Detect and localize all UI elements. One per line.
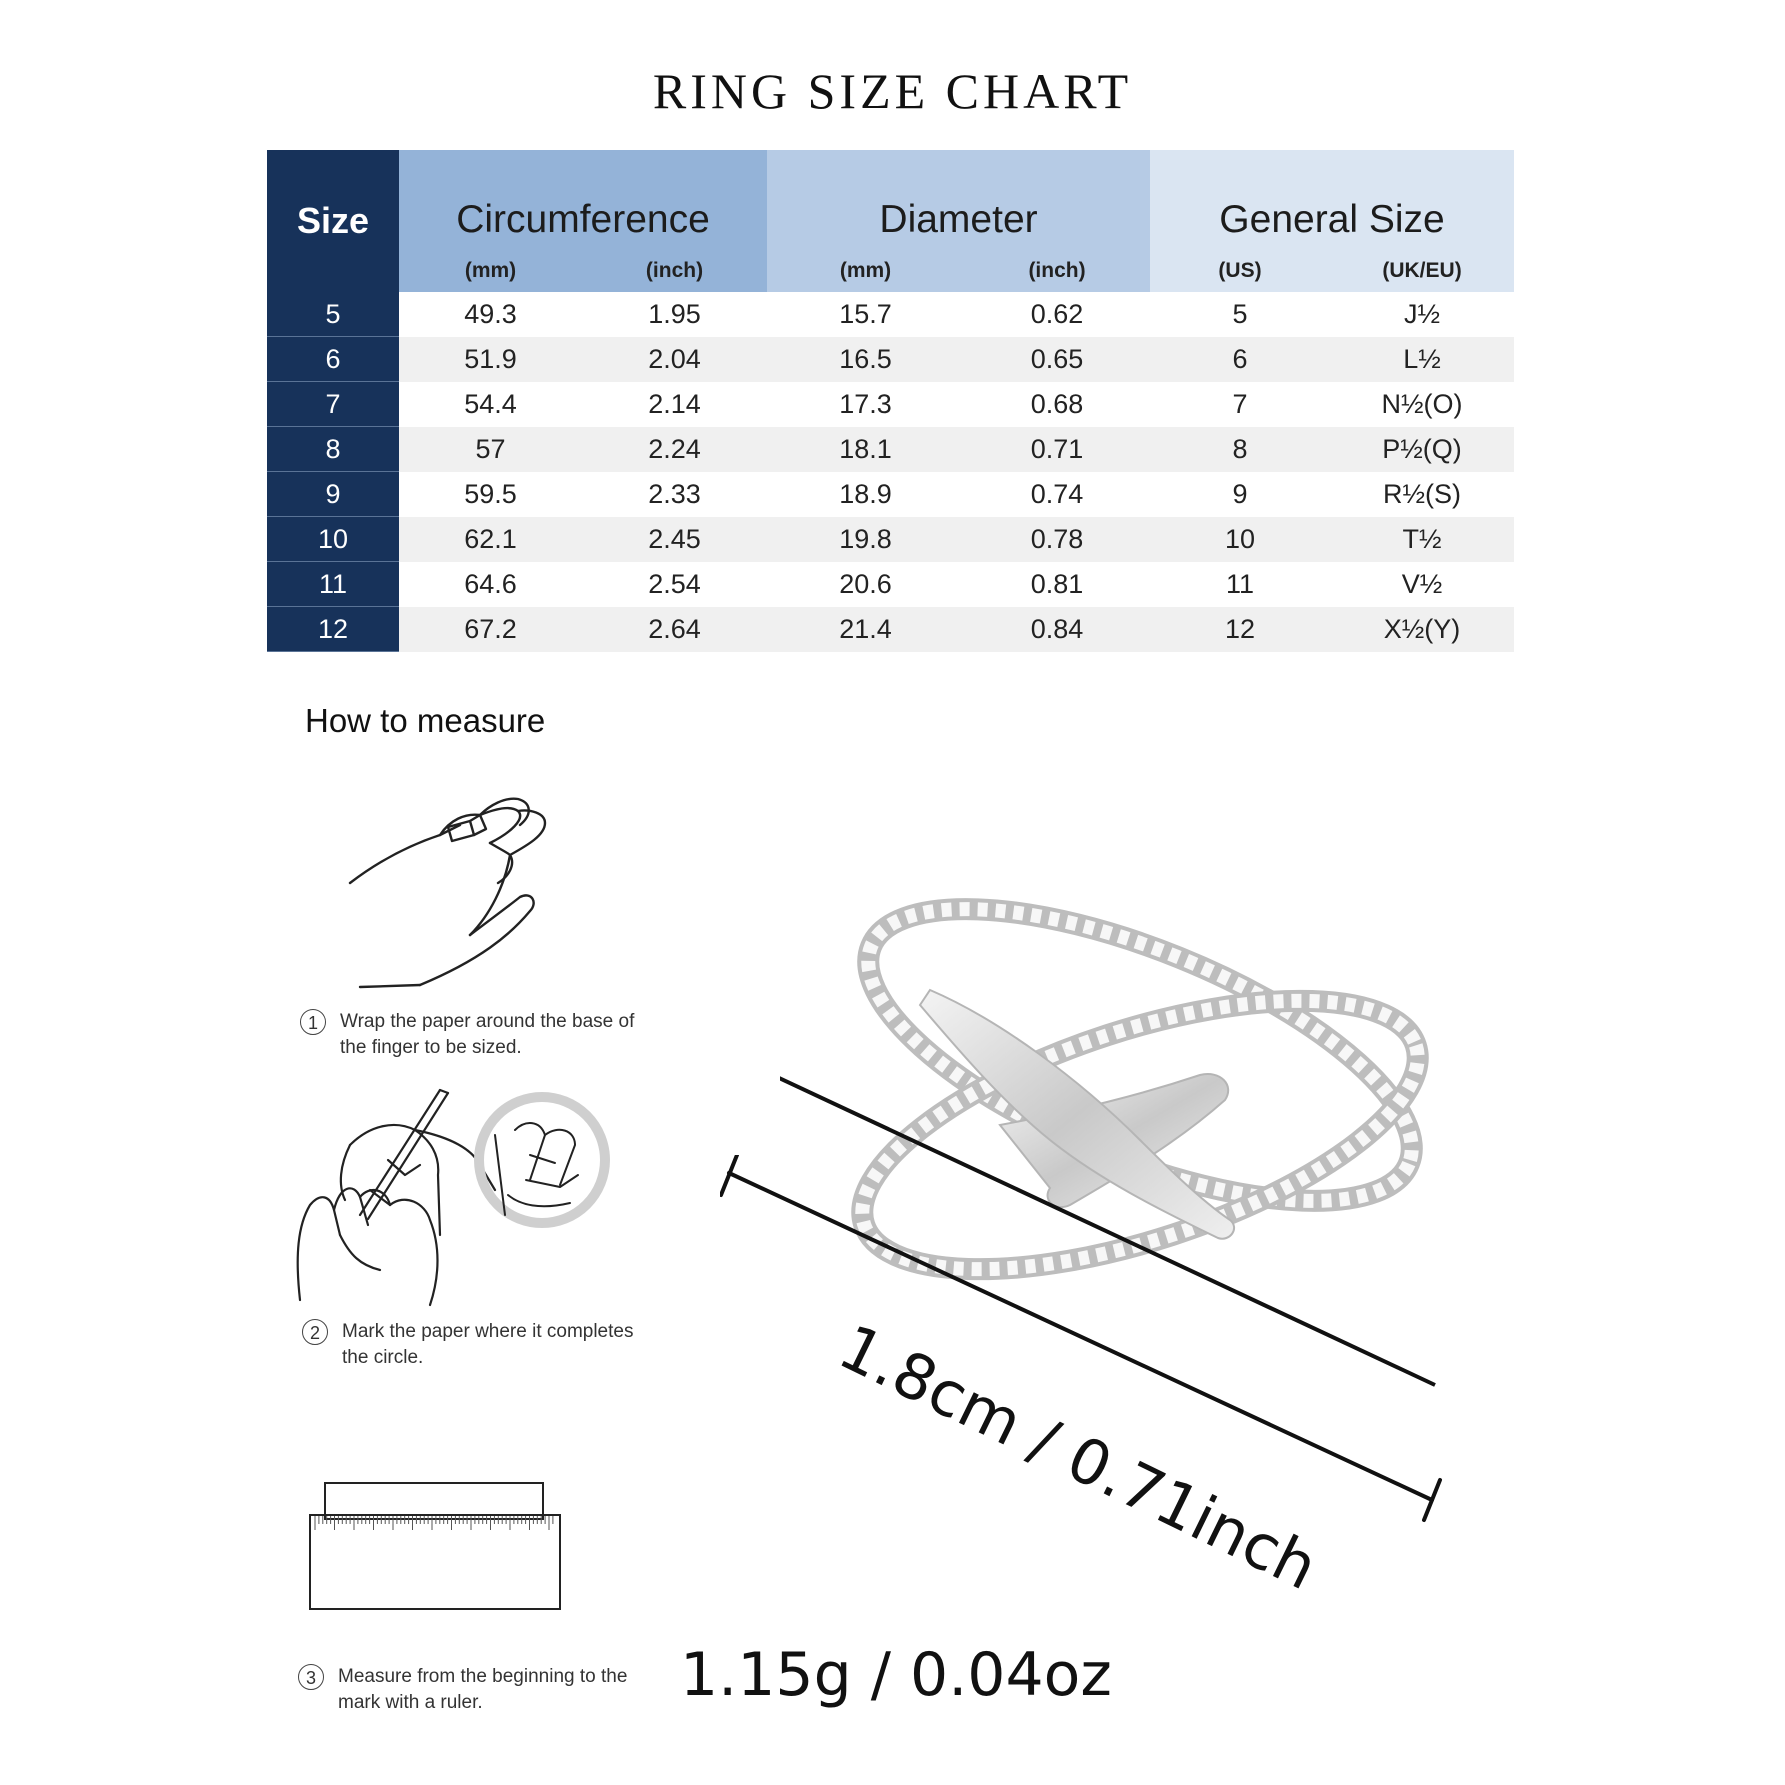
ring-size-table (267, 150, 1514, 652)
table-cell: 20.6 (767, 562, 964, 607)
table-cell: 0.62 (964, 292, 1150, 337)
table-cell: 0.78 (964, 517, 1150, 562)
table-cell: X½(Y) (1330, 607, 1514, 652)
table-cell: P½(Q) (1330, 427, 1514, 472)
table-row (267, 472, 1514, 517)
step-number: 1 (300, 1009, 326, 1035)
table-cell: 57 (399, 427, 582, 472)
table-cell: 49.3 (399, 292, 582, 337)
table-cell: 0.84 (964, 607, 1150, 652)
hand-mark-illustration (290, 1085, 610, 1310)
table-cell: 51.9 (399, 337, 582, 382)
table-cell: 12 (1150, 607, 1330, 652)
size-header: Size (267, 150, 399, 292)
unit-header: (mm) (399, 250, 582, 292)
table-cell: 2.54 (582, 562, 767, 607)
size-cell: 6 (267, 337, 399, 382)
step-text: Mark the paper where it completes the circle. (342, 1321, 634, 1368)
table-cell: 6 (1150, 337, 1330, 382)
step-text: Measure from the beginning to the mark with a ruler. (338, 1666, 628, 1713)
table-cell: 62.1 (399, 517, 582, 562)
unit-header: (inch) (964, 250, 1150, 292)
table-cell: 2.33 (582, 472, 767, 517)
how-to-measure-title: How to measure (305, 702, 546, 739)
table-cell: 15.7 (767, 292, 964, 337)
table-cell: 21.4 (767, 607, 964, 652)
table-cell: 2.14 (582, 382, 767, 427)
table-cell: 8 (1150, 427, 1330, 472)
table-row (267, 517, 1514, 562)
ring-dimension-label: 1.8cm / 0.71inch (827, 1310, 1329, 1605)
table-row (267, 607, 1514, 652)
table-cell: 59.5 (399, 472, 582, 517)
table-cell: 9 (1150, 472, 1330, 517)
table-cell: 64.6 (399, 562, 582, 607)
table-cell: 2.04 (582, 337, 767, 382)
table-cell: 5 (1150, 292, 1330, 337)
table-row (267, 427, 1514, 472)
table-cell: J½ (1330, 292, 1514, 337)
table-cell: 54.4 (399, 382, 582, 427)
table-cell: 0.74 (964, 472, 1150, 517)
table-cell: 0.68 (964, 382, 1150, 427)
table-cell: 18.1 (767, 427, 964, 472)
table-cell: 2.45 (582, 517, 767, 562)
table-cell: 2.64 (582, 607, 767, 652)
size-cell: 5 (267, 292, 399, 337)
table-row (267, 382, 1514, 427)
table-cell: 16.5 (767, 337, 964, 382)
ruler-illustration (305, 1480, 565, 1615)
diameter-header: Diameter (767, 150, 1150, 250)
table-cell: 1.95 (582, 292, 767, 337)
unit-header: (UK/EU) (1330, 250, 1514, 292)
table-cell: T½ (1330, 517, 1514, 562)
table-cell: 0.81 (964, 562, 1150, 607)
table-cell: 67.2 (399, 607, 582, 652)
table-cell: N½(O) (1330, 382, 1514, 427)
table-cell: 17.3 (767, 382, 964, 427)
size-cell: 9 (267, 472, 399, 517)
size-cell: 11 (267, 562, 399, 607)
unit-header: (US) (1150, 250, 1330, 292)
table-cell: 19.8 (767, 517, 964, 562)
size-cell: 7 (267, 382, 399, 427)
circumference-header: Circumference (399, 150, 767, 250)
step-text: Wrap the paper around the base of the finger to be sized. (340, 1011, 635, 1058)
hand-wrap-illustration (340, 785, 580, 1000)
table-cell: 11 (1150, 562, 1330, 607)
table-row (267, 337, 1514, 382)
general-size-header: General Size (1150, 150, 1514, 250)
ring-weight-label: 1.15g / 0.04oz (680, 1640, 1112, 1710)
unit-header: (mm) (767, 250, 964, 292)
table-cell: 0.71 (964, 427, 1150, 472)
table-row (267, 562, 1514, 607)
step-number: 2 (302, 1319, 328, 1345)
chart-title: RING SIZE CHART (652, 63, 1133, 119)
table-cell: 2.24 (582, 427, 767, 472)
size-cell: 12 (267, 607, 399, 652)
table-cell: 10 (1150, 517, 1330, 562)
table-cell: R½(S) (1330, 472, 1514, 517)
unit-header: (inch) (582, 250, 767, 292)
step-number: 3 (298, 1664, 324, 1690)
table-cell: 7 (1150, 382, 1330, 427)
table-cell: L½ (1330, 337, 1514, 382)
table-cell: V½ (1330, 562, 1514, 607)
table-cell: 0.65 (964, 337, 1150, 382)
table-row (267, 292, 1514, 337)
size-cell: 8 (267, 427, 399, 472)
table-cell: 18.9 (767, 472, 964, 517)
size-cell: 10 (267, 517, 399, 562)
